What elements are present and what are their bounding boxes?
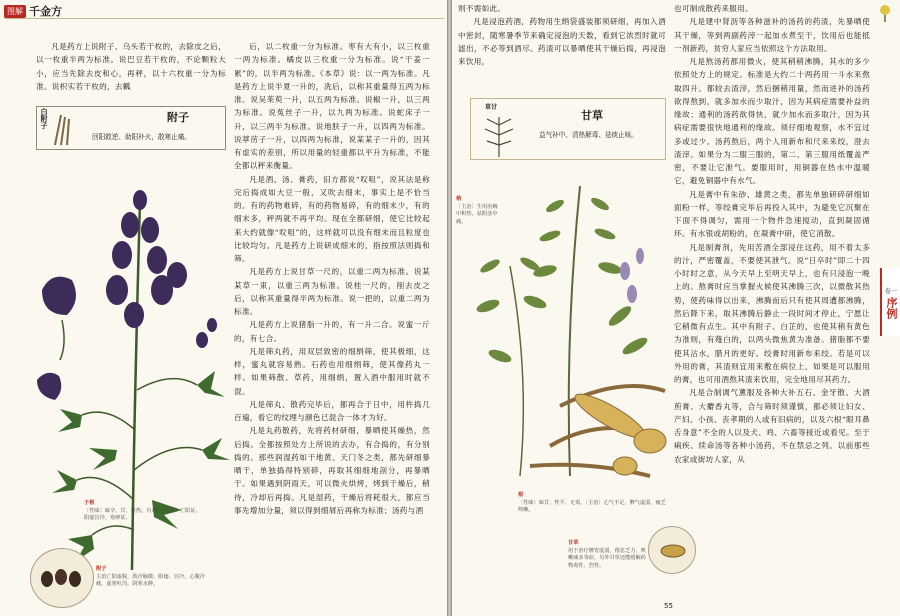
- page-number: 55: [664, 602, 673, 610]
- paragraph: 凡是浸泡药酒，药物用生绢袋盛装都须研细，再加入酒中密封，随寒暑季节来确定浸泡的天数，看到它浓烈时就可滤出，不必等到酒尽。药渣可以暴晒使其干燥后捣，再浸泡来饮用，: [458, 17, 666, 66]
- paragraph: 凡是筛丸药，用双层致密的细绢筛，使其极细，这样，蜜丸就容易熟。石药也用细绢筛，使其像药丸一样。如果筛散、草药，用细绢，置入酒中服用时就不混。: [234, 346, 430, 396]
- herb-card-label: 草甘: [485, 104, 498, 111]
- paragraph: 凡是酒、汤、膏药，旧方都说“㕮咀”，说其法是称完后捣成如大豆一般，又吹去细末，事实上是不恰当的。有的药物难碎，有的药物易碎，有的细未少，有的细末多，秤两就不再平均。现在全都研细，使它比较起来大约就像“㕮咀”的，这样就可以没有细末而且粒度也比较均匀。凡是药方上说研成细末的，指按照法则捣和筛。: [234, 174, 430, 263]
- herb-card-name: 甘草: [581, 109, 603, 122]
- running-header: [4, 3, 62, 19]
- paragraph: 凡是建中肾沥等各种滋补的汤药的药渣，先暴晒使其干燥，等到两副药滓一起加水煮至干，饮用后也能抵一剂新药，贫穷人家应当依照这个方法取用。: [674, 17, 870, 53]
- paragraph: 凡是合制调气薰服及各种大补五石、金牙散、大酒煎膏、大麝香丸等，合与筛时须谨慎，都必须让妇女、产妇、小孩、丧孝期的人或有旧病的，以及六根“眼耳鼻舌身意”不全的人以及犬、鸡、六畜等接近或看见。至于痢疾、续命汤等各种小汤药，不在禁忌之列。以前那些农家或街坊人家，从: [674, 388, 870, 464]
- annotation-text: 〔性味〕味辛、甘，性热，有毒。〔主治〕亡阳证，阳虚宫冷，寒痹证。: [84, 507, 201, 521]
- chapter-side-tab: [880, 268, 900, 336]
- herb-card-effect: 益气补中、清热解毒、祛痰止咳。: [539, 131, 638, 139]
- paragraph: 凡是熬汤药都用微火，使其稍稍沸腾，其水的多少依照处方上的规定。标准是大约二十两药用一斗水来熬取四升。都较去渣滓，然后捆稍用量，然而进补的汤药欲得熬到，就多加水而少取汁，因为其病症需要补益的缘故；通利的汤药欲得快，就少加水而多取汁，因为其病症需要很快地通利的缘故。须仔细地观察，水不宜过多或过少。汤药熬后，两个人用新布和尺来来绞，澄去渣滓。如果分为二服三服的，第二、第三服用纸覆盖严密，不要让它泄气。要服用时，用铜器在热水中温暖它，避免铜器中有水气。: [674, 57, 870, 186]
- annotation-gen: [518, 492, 668, 515]
- annotation-fuzi-usage: [96, 566, 206, 589]
- annotation-text: 〔性味〕味甘，性平，无毒。〔主治〕心气不足，脾气虚弱，疲乏咳嗽。: [518, 499, 666, 513]
- licorice-plant-illustration: [460, 176, 675, 488]
- fuzi-root-medallion: [30, 548, 94, 608]
- annotation-gancao-usage: [568, 540, 646, 570]
- herb-card-fuzi: [36, 106, 226, 150]
- volume-label: 卷一: [884, 287, 897, 295]
- chapter-label: 序例: [885, 296, 898, 319]
- right-page: [452, 0, 900, 616]
- annotation-head: 根: [518, 492, 524, 498]
- fuzi-thumbnail-icon: [51, 111, 75, 147]
- root-slices-icon: [39, 567, 87, 589]
- annotation-head: 梢: [456, 196, 462, 202]
- annotation-head: 甘草: [568, 540, 579, 546]
- herb-card-label: 白附子: [40, 108, 49, 129]
- herb-card-name: 附子: [167, 111, 189, 124]
- root-piece-icon: [659, 539, 687, 563]
- paragraph: 凡是药方上说甘草一尺的，以重二两为标准。说某某草一束，以重三两为标准。说桂一尺的，削去皮之后，以称其重量得半两为标准。说一把的，以重二两为标准。: [234, 267, 430, 316]
- paragraph: 凡是丸药散药，先将药材研细，暴晒使其燥热，然后捣。全都按照处方上所说的去办，有合捣的，有分别捣的。那些润湿药如干地黄、天门冬之类，都先研细暴晒干，单独捣得特别碎，再取其细细地剖分，再暴晒干。如果遇到阴雨天，可以微火烘烤，烤到干燥后，稍待，冷却后再捣。凡是湿药，干燥后将耗很大，都应当事先增加分量，须以得到细屑后再称为标准；汤药与酒: [234, 426, 430, 515]
- paragraph: 后，以二枚重一分为标准。枣有大有小，以三枚重一两为标准。橘皮以三枚重一分为标准。说“干姜一累”的，以半两为标准。《本草》说：以一两为标准。凡是药方上说半夏一升的，洗后，以称其重量得五两为标准。说吴茱萸一升，以五两为标准。说椒一升，以三两为标准。说菟丝子一升，以九两为标准。说蛇床子一升，以三两半为标准。说地肤子一升，以四两为标准。说葶苈子一升，以四两为标准，说某某子一升的，因其有虚实的差别，所以用量的轻重都以平升为标准，不能全都以秤来衡量。: [234, 42, 430, 171]
- herb-card-effect: 回阳救逆、助阳补火，散寒止痛。: [92, 133, 191, 141]
- decorative-flower-icon: [872, 2, 898, 22]
- paragraph: 凡是筛丸、散药完毕后，都再合于日中，用杵捣几百遍，看它的纹理与颜色已混合一体才为好。: [234, 399, 430, 422]
- left-text-col2: [234, 40, 430, 517]
- annotation-head: 子根: [84, 500, 95, 506]
- paragraph: 凡是膏中有朱砂、雄黄之类，都先单独研碎研细如面粉一样，等绞膏完毕后再投入其中，为避免它沉聚在下面不得调匀，需用一个物件急速搅动，直到凝固循环。有水银或胡粉的，在凝膏中研，使它消散。: [674, 189, 870, 239]
- right-text-col1: [458, 2, 666, 68]
- book-title: 千金方: [29, 5, 62, 18]
- annotation-head: 附子: [96, 566, 107, 572]
- gancao-sketch-icon: [477, 113, 523, 157]
- paragraph: 凡是药方上说猪脂一升的，有一升二合。说蜜一斤的，有七合。: [234, 320, 430, 343]
- gancao-root-medallion: [648, 526, 696, 574]
- right-text-col2: [674, 2, 870, 466]
- header-badge: 图解: [4, 5, 26, 18]
- left-text-col1: [36, 40, 226, 93]
- annotation-text: 主治亡阳虚脱，肢冷脉微，阳痿、宫冷，心腹冷痛，虚寒吐泻，阴寒水肿。: [96, 573, 205, 587]
- annotation-text: 用于治疗脾胃虚弱，倦怠乏力，咳嗽痰多等症，另外甘草还能缓解药物毒性、烈性。: [568, 547, 646, 569]
- paragraph: 凡是药方上说附子、乌头若干枚的，去除皮之后，以一枚重半两为标准。说巴豆若干枚的，不论颗粒大小，应当先除去皮和心，再秤，以十六枚重一分为标准。说枳实若干枚的，去瓤: [36, 42, 226, 91]
- left-page: [0, 0, 447, 616]
- paragraph-continued: 则不需如此。: [458, 4, 506, 13]
- annotation-zigen: [84, 500, 204, 523]
- header-rule: [4, 18, 444, 19]
- herb-card-gancao: [470, 98, 666, 160]
- paragraph-continued: 也可制成散药来服用。: [674, 4, 753, 13]
- paragraph: 凡是制膏剂，先用苦酒全部浸住这药，用不着太多的汁，严密覆盖，不要使其泄气。说“日卒时”即二十四小时时之意，从今天早上至明天早上，也有只浸泡一晚上的。熬膏时应当掌握火候使其沸腾三次，以微散其热势，使药味得以出来，沸腾而后只有使其周遭都沸腾，然后降下来，取其沸腾后静止一段时间才停止，宁愿让它稍微有点生。其中有附子、白芷的，也使其稍有黄色为准则，有薤白的，以两头微焦黄为准备。猪脂都不要使其沾水，腊月的更好。绞膏时用新布来绞。若是可以外用的膏，其渣则宜用来敷在病位上，如果是可以服用的膏，也可用酒熬其渣来饮用，完全地用尽其药力。: [674, 242, 870, 384]
- annotation-text: 〔主治〕生用治胸中积热，祛阴茎中痛。: [456, 203, 498, 225]
